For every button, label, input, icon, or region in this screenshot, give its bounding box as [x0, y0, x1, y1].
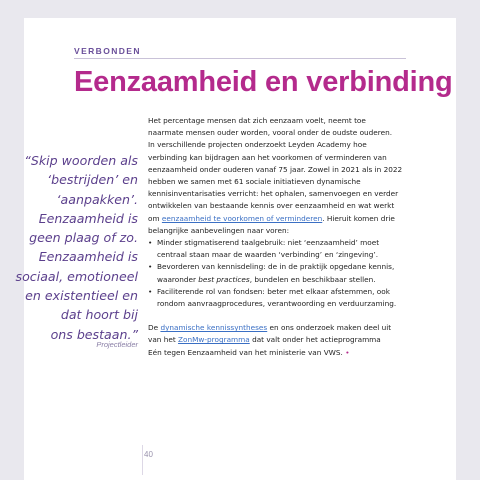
text-line: Faciliterende rol van fondsen: beter met elkaar afstemmen, ook — [157, 286, 390, 296]
text-line: rondom aanvraagprocedures, verantwoording en verduurzaming. — [157, 299, 397, 309]
quote-line: ons bestaan.” — [50, 326, 138, 342]
quote-line: ‘bestrijden’ en — [47, 172, 138, 188]
list-item — [148, 237, 414, 261]
text-line: De — [148, 323, 161, 333]
quote-line: Eenzaamheid is — [38, 210, 138, 226]
text-line: belangrijke aanbevelingen naar voren: — [148, 225, 290, 235]
page — [15, 18, 456, 480]
paragraph-closing — [148, 322, 414, 359]
text-line: Eén tegen Eenzaamheid van het ministerie van VWS. — [148, 347, 343, 357]
text-line: kennisinventarisaties verricht: het ophalen, samenvoegen en verder — [148, 189, 399, 199]
text-line: dat valt onder het actieprogramma — [249, 335, 381, 345]
quote-source: Projectleider — [96, 340, 138, 349]
page-title: Eenzaamheid en verbinding — [74, 66, 453, 98]
quote-line: dat hoort bij — [60, 307, 138, 323]
text-line: In verschillende projecten onderzoekt Leyden Academy hoe — [148, 140, 367, 150]
quote-line: ‘aanpakken’. — [56, 191, 138, 207]
section-divider — [74, 58, 406, 59]
text-line: verbinding kan bijdragen aan het voorkomen of verminderen van — [148, 152, 387, 162]
text-line: ontwikkelen van bestaande kennis over eenzaamheid en wat werkt — [148, 201, 395, 211]
quote-line: geen plaag of zo. — [29, 230, 138, 246]
text-line: Bevorderen van kennisdeling: de in de praktijk opgedane kennis, — [157, 262, 395, 272]
link-prevent-loneliness[interactable]: eenzaamheid te voorkomen of verminderen — [161, 213, 323, 223]
end-mark-icon: • — [345, 347, 350, 357]
spacer — [148, 310, 414, 322]
quote-line: sociaal, emotioneel — [15, 268, 138, 284]
text-line: eenzaamheid onder ouderen vanaf 75 jaar. Zowel in 2021 als in 2022 — [148, 164, 403, 174]
recommendations-list — [148, 237, 414, 310]
emphasis: best practices — [198, 274, 250, 284]
page-number: 40 — [144, 450, 153, 459]
text-line: , bundelen en beschikbaar stellen. — [249, 274, 376, 284]
text-line: hebben we samen met 61 sociale initiatieven dynamische — [148, 177, 361, 187]
link-knowledge-syntheses[interactable]: dynamische kennissyntheses — [160, 323, 268, 333]
text-line: van het — [148, 335, 179, 345]
text-line: Minder stigmatiserend taalgebruik: niet ‘eenzaamheid’ moet — [157, 238, 380, 248]
list-item — [148, 261, 414, 285]
link-zonmw-programme[interactable]: ZonMw-programma — [178, 335, 250, 345]
text-line: en ons onderzoek maken deel uit — [267, 323, 392, 333]
footer-divider — [142, 445, 143, 475]
text-line: centraal staan maar de waarden ‘verbinding’ en ‘zingeving’. — [157, 250, 379, 260]
paragraph-intro — [148, 115, 414, 237]
pull-quote — [0, 151, 138, 344]
list-item — [148, 286, 414, 310]
text-line: naarmate mensen ouder worden, vooral onder de oudste ouderen. — [148, 128, 393, 138]
quote-line: en existentieel en — [25, 288, 138, 304]
section-label: VERBONDEN — [74, 46, 141, 56]
text-line: waaronder — [157, 274, 199, 284]
text-line: . Hieruit komen drie — [322, 213, 395, 223]
text-line: om — [148, 213, 162, 223]
quote-line: Eenzaamheid is — [38, 249, 138, 265]
quote-line: “Skip woorden als — [24, 153, 138, 168]
text-line: Het percentage mensen dat zich eenzaam voelt, neemt toe — [148, 116, 366, 125]
body-text — [148, 115, 414, 359]
